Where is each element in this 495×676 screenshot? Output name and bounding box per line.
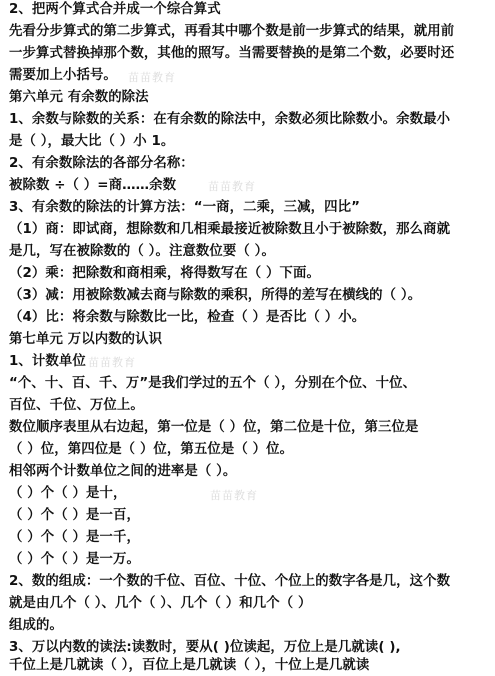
text-line: 3、万以内数的读法:读数时，要从( )位读起，万位上是几就读( ), [9, 640, 401, 655]
text-line: （4）比：将余数与除数比一比，检查（ ）是否比（ ）小。 [9, 310, 366, 325]
watermark: 苗苗教育 [128, 71, 176, 84]
text-line: 2、数的组成：一个数的千位、百位、十位、个位上的数字各是几，这个数 [9, 574, 451, 589]
text-line: “个、十、百、千、万”是我们学过的五个（ ），分别在个位、十位、 [9, 376, 417, 391]
text-line: 是几，写在被除数的（ ）。注意数位要（ ）。 [9, 244, 275, 259]
text-line: （2）乘：把除数和商相乘，将得数写在（ ）下面。 [9, 266, 320, 281]
watermark: 苗苗教育 [208, 180, 256, 193]
text-line: （ ）个（ ）是一百， [9, 508, 140, 523]
text-line: 相邻两个计数单位之间的进率是（ ）。 [9, 464, 237, 479]
text-line: 百位、千位、万位上。 [9, 398, 144, 413]
text-line: （ ）个（ ）是十， [9, 486, 127, 501]
text-line: 一步算式替换掉那个数，其他的照写。当需要替换的是第二个数，必要时还 [9, 46, 455, 61]
text-line: 2、有余数除法的各部分名称： [9, 156, 194, 171]
text-line: 3、有余数的除法的计算方法：“一商，二乘，三减，四比” [9, 200, 360, 215]
text-line: 1、余数与除数的关系：在有余数的除法中，余数必须比除数小。余数最小 [9, 112, 451, 127]
text-line: 被除数 ÷（ ）=商……余数 [9, 178, 177, 193]
text-line: （3）减：用被除数减去商与除数的乘积，所得的差写在横线的（ ）。 [9, 288, 422, 303]
unit-seven-heading: 第七单元 万以内数的认识 [9, 332, 163, 347]
text-line: 需要加上小括号。 [9, 68, 117, 83]
text-line: 先看分步算式的第二步算式，再看其中哪个数是前一步算式的结果，就用前 [9, 24, 455, 39]
text-line: （ ）个（ ）是一万。 [9, 552, 140, 567]
text-line: 就是由几个（ ）、几个（ ）、几个（ ）和几个（ ） [9, 596, 312, 611]
text-line: （ ）位，第四位是（ ）位，第五位是（ ）位。 [9, 442, 294, 457]
unit-six-heading: 第六单元 有余数的除法 [9, 90, 149, 105]
watermark: 苗苗教育 [210, 489, 258, 502]
heading-combine-expressions: 2、把两个算式合并成一个综合算式 [9, 2, 221, 17]
text-line: （1）商：即试商，想除数和几相乘最接近被除数且小于被除数，那么商就 [9, 222, 451, 237]
text-line: （ ）个（ ）是一千， [9, 530, 140, 545]
text-line: 千位上是几就读（ ），百位上是几就读（ ），十位上是几就读 [9, 658, 370, 673]
text-line: 1、计数单位 [9, 354, 86, 369]
watermark: 苗苗教育 [88, 356, 136, 369]
text-line: 数位顺序表里从右边起，第一位是（ ）位，第二位是十位，第三位是 [9, 420, 419, 435]
text-line: 组成的。 [9, 618, 63, 633]
text-line: 是（ ），最大比（ ）小 1。 [9, 134, 175, 149]
